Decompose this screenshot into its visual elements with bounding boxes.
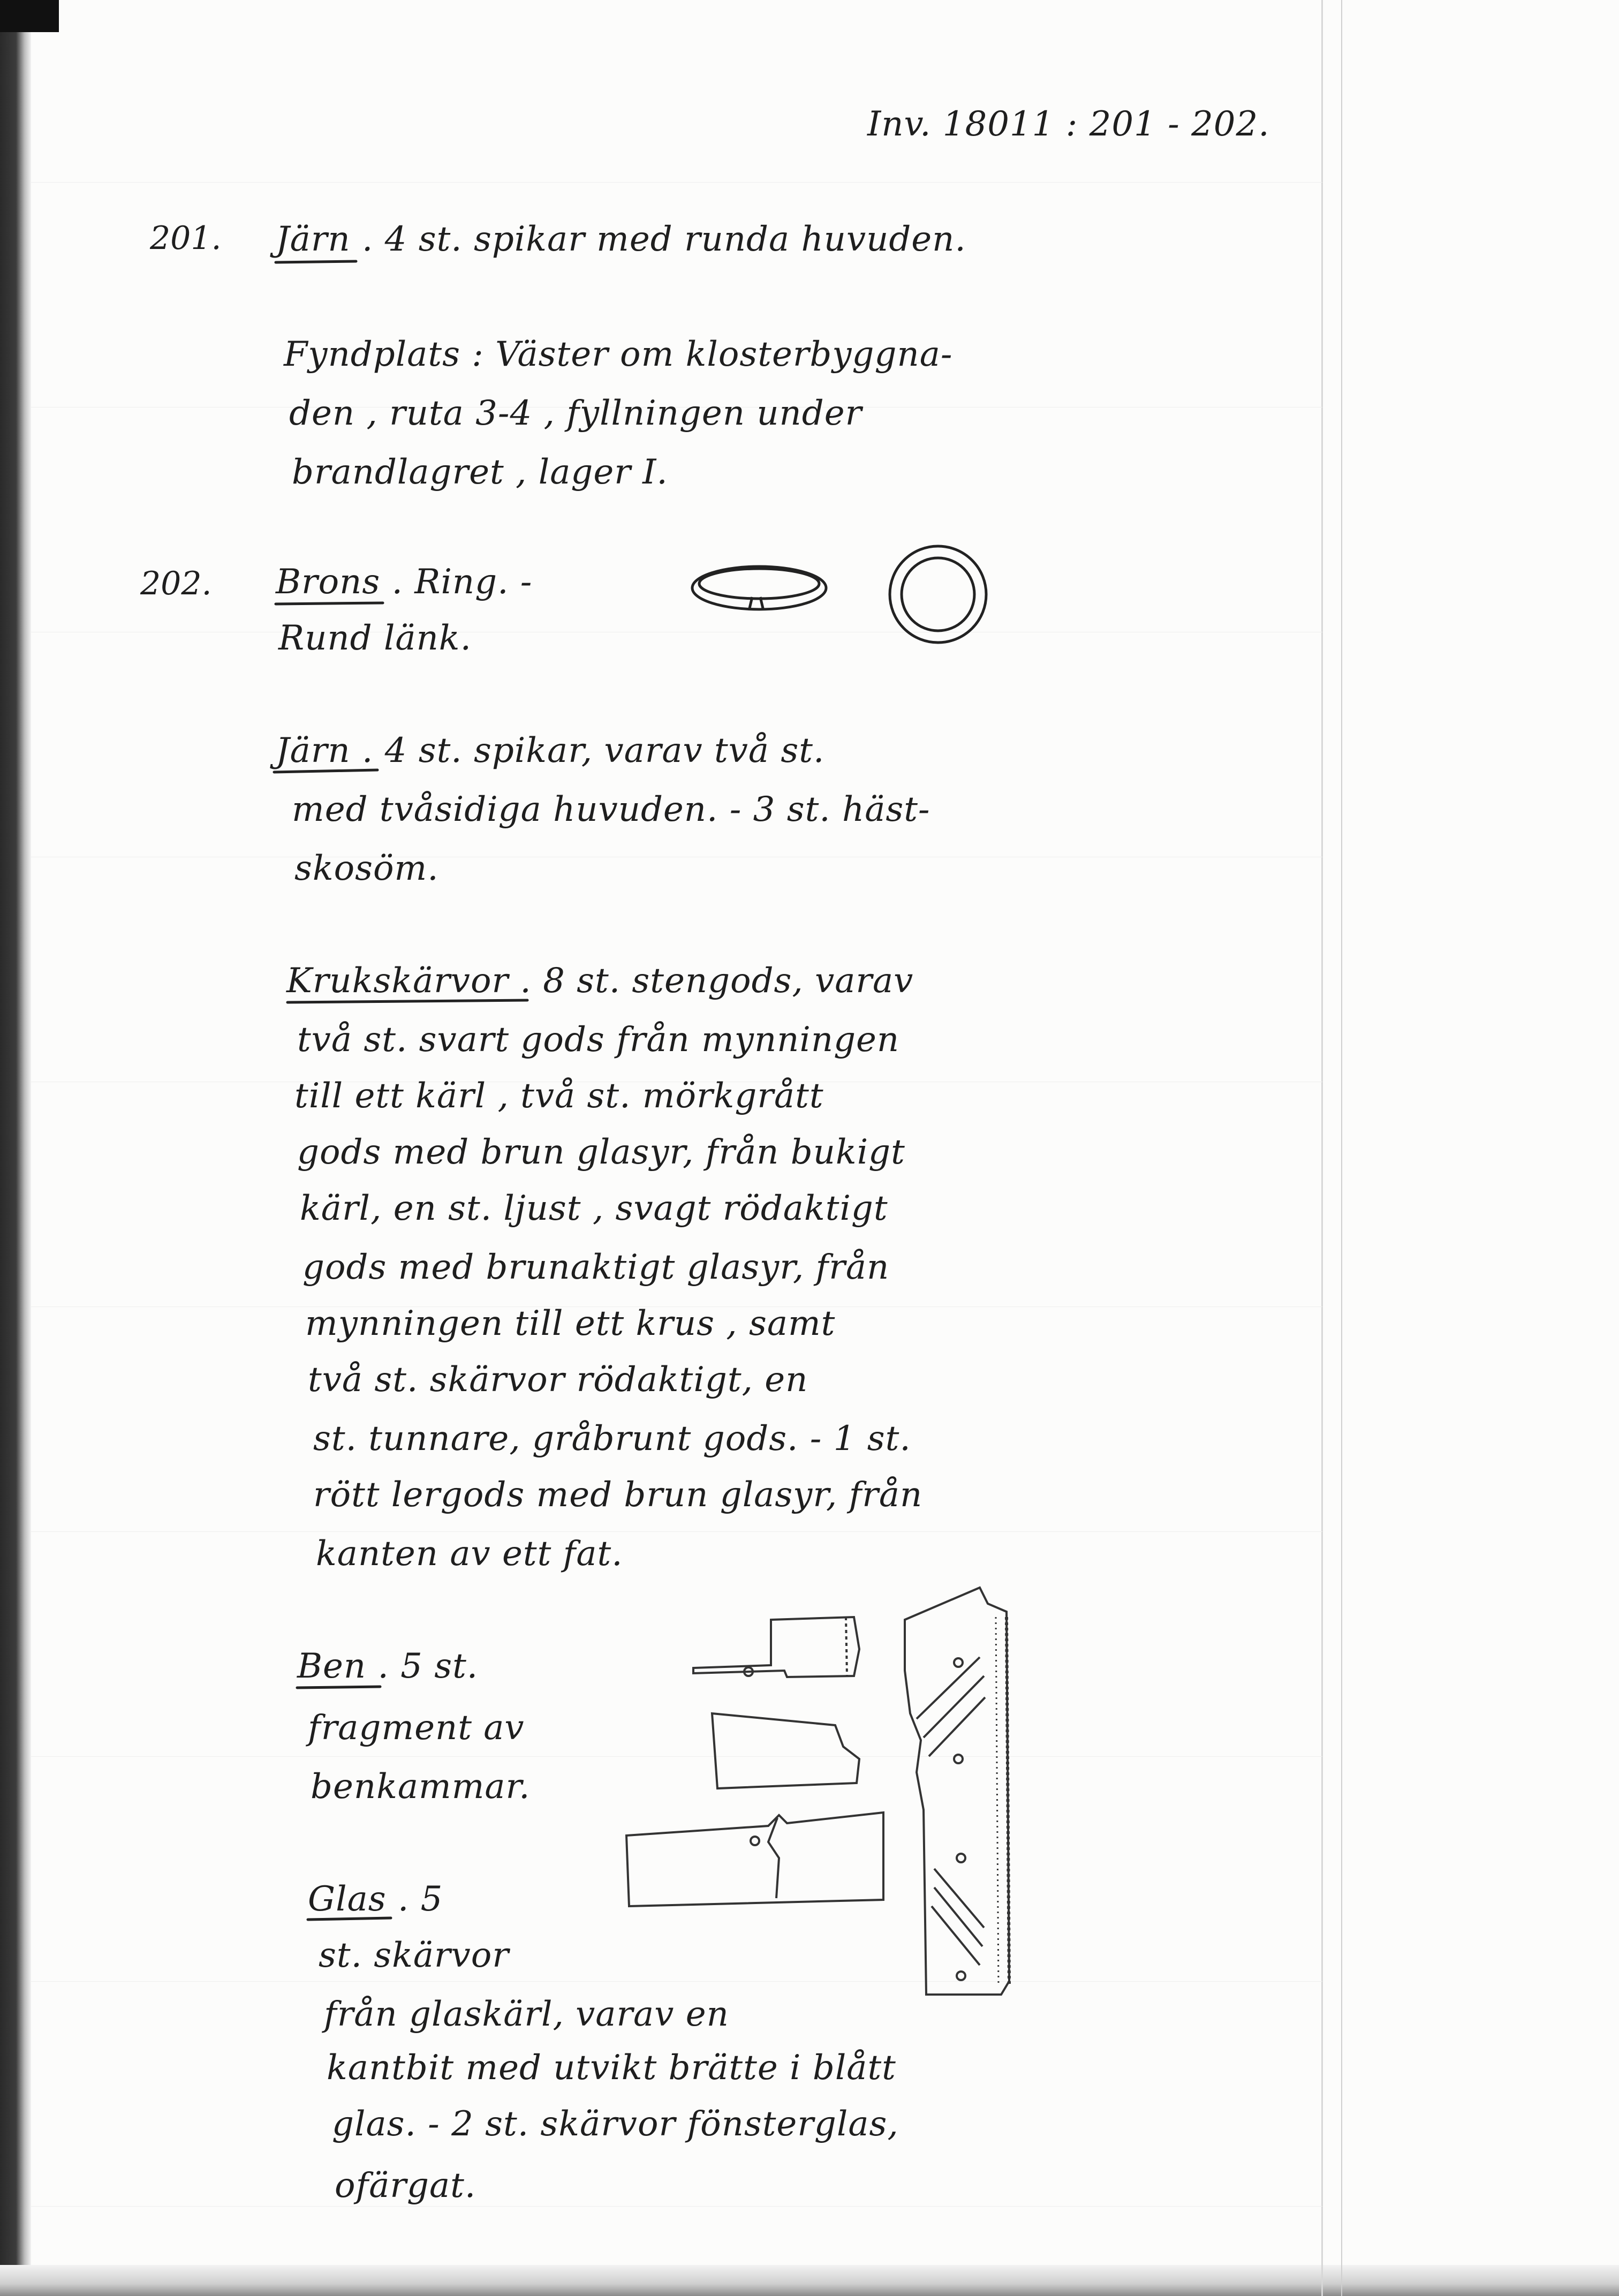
entry-number: 202. xyxy=(140,565,212,602)
findplace-line: den , ruta 3-4 , fyllningen under xyxy=(289,394,863,433)
entry-line: fragment av xyxy=(308,1708,525,1748)
entry-line: ofärgat. xyxy=(335,2166,476,2206)
entry-line: gods med brunaktigt glasyr, från xyxy=(302,1248,890,1287)
findplace-line: brandlagret , lager I. xyxy=(292,452,668,492)
entry-line: Järn . 4 st. spikar med runda huvuden. xyxy=(276,220,966,259)
entry-line: rött lergods med brun glasyr, från xyxy=(313,1475,923,1515)
entry-line: med tvåsidiga huvuden. - 3 st. häst- xyxy=(292,790,930,829)
entry-line: skosöm. xyxy=(294,849,439,888)
ring-sketch-top xyxy=(890,546,986,643)
entry-line: från glaskärl, varav en xyxy=(324,1995,729,2034)
entry-line: kantbit med utvikt brätte i blått xyxy=(327,2048,896,2088)
entry-line: två st. skärvor rödaktigt, en xyxy=(308,1360,808,1400)
entry-line: kanten av ett fat. xyxy=(316,1534,623,1574)
comb-fragment-sketch xyxy=(626,1812,883,1906)
entry-line: två st. svart gods från mynningen xyxy=(297,1020,900,1060)
inventory-number: Inv. 18011 : 201 - 202. xyxy=(867,104,1270,144)
heading-underline xyxy=(297,1687,380,1688)
entry-line: glas. - 2 st. skärvor fönsterglas, xyxy=(332,2104,899,2144)
comb-fragment-sketch xyxy=(905,1588,1009,1995)
entry-number: 201. xyxy=(150,220,222,257)
entry-line: Järn . 4 st. spikar, varav två st. xyxy=(276,731,825,771)
entry-line: Krukskärvor . 8 st. stengods, varav xyxy=(286,961,914,1001)
heading-underline xyxy=(288,1000,527,1002)
comb-fragment-sketch xyxy=(693,1617,859,1677)
entry-line: Ben . 5 st. xyxy=(297,1647,479,1686)
entry-line: Rund länk. xyxy=(278,618,472,658)
heading-underline xyxy=(276,261,356,262)
entry-line: mynningen till ett krus , samt xyxy=(305,1304,836,1343)
entry-line: Brons . Ring. - xyxy=(276,562,533,602)
comb-fragment-sketch xyxy=(712,1713,859,1788)
heading-underline xyxy=(276,603,383,604)
entry-line: st. skärvor xyxy=(319,1936,509,1975)
entry-line: benkammar. xyxy=(311,1767,531,1807)
findplace-line: Fyndplats : Väster om klosterbyggna- xyxy=(284,335,953,374)
heading-underline xyxy=(308,1918,391,1920)
heading-underline xyxy=(274,770,377,772)
entry-line: gods med brun glasyr, från bukigt xyxy=(297,1132,905,1172)
entry-line: kärl, en st. ljust , svagt rödaktigt xyxy=(300,1189,888,1228)
ring-sketch-side xyxy=(692,567,826,609)
entry-line: till ett kärl , två st. mörkgrått xyxy=(294,1076,824,1116)
entry-line: st. tunnare, gråbrunt gods. - 1 st. xyxy=(313,1419,911,1459)
entry-line: Glas . 5 xyxy=(308,1879,443,1919)
